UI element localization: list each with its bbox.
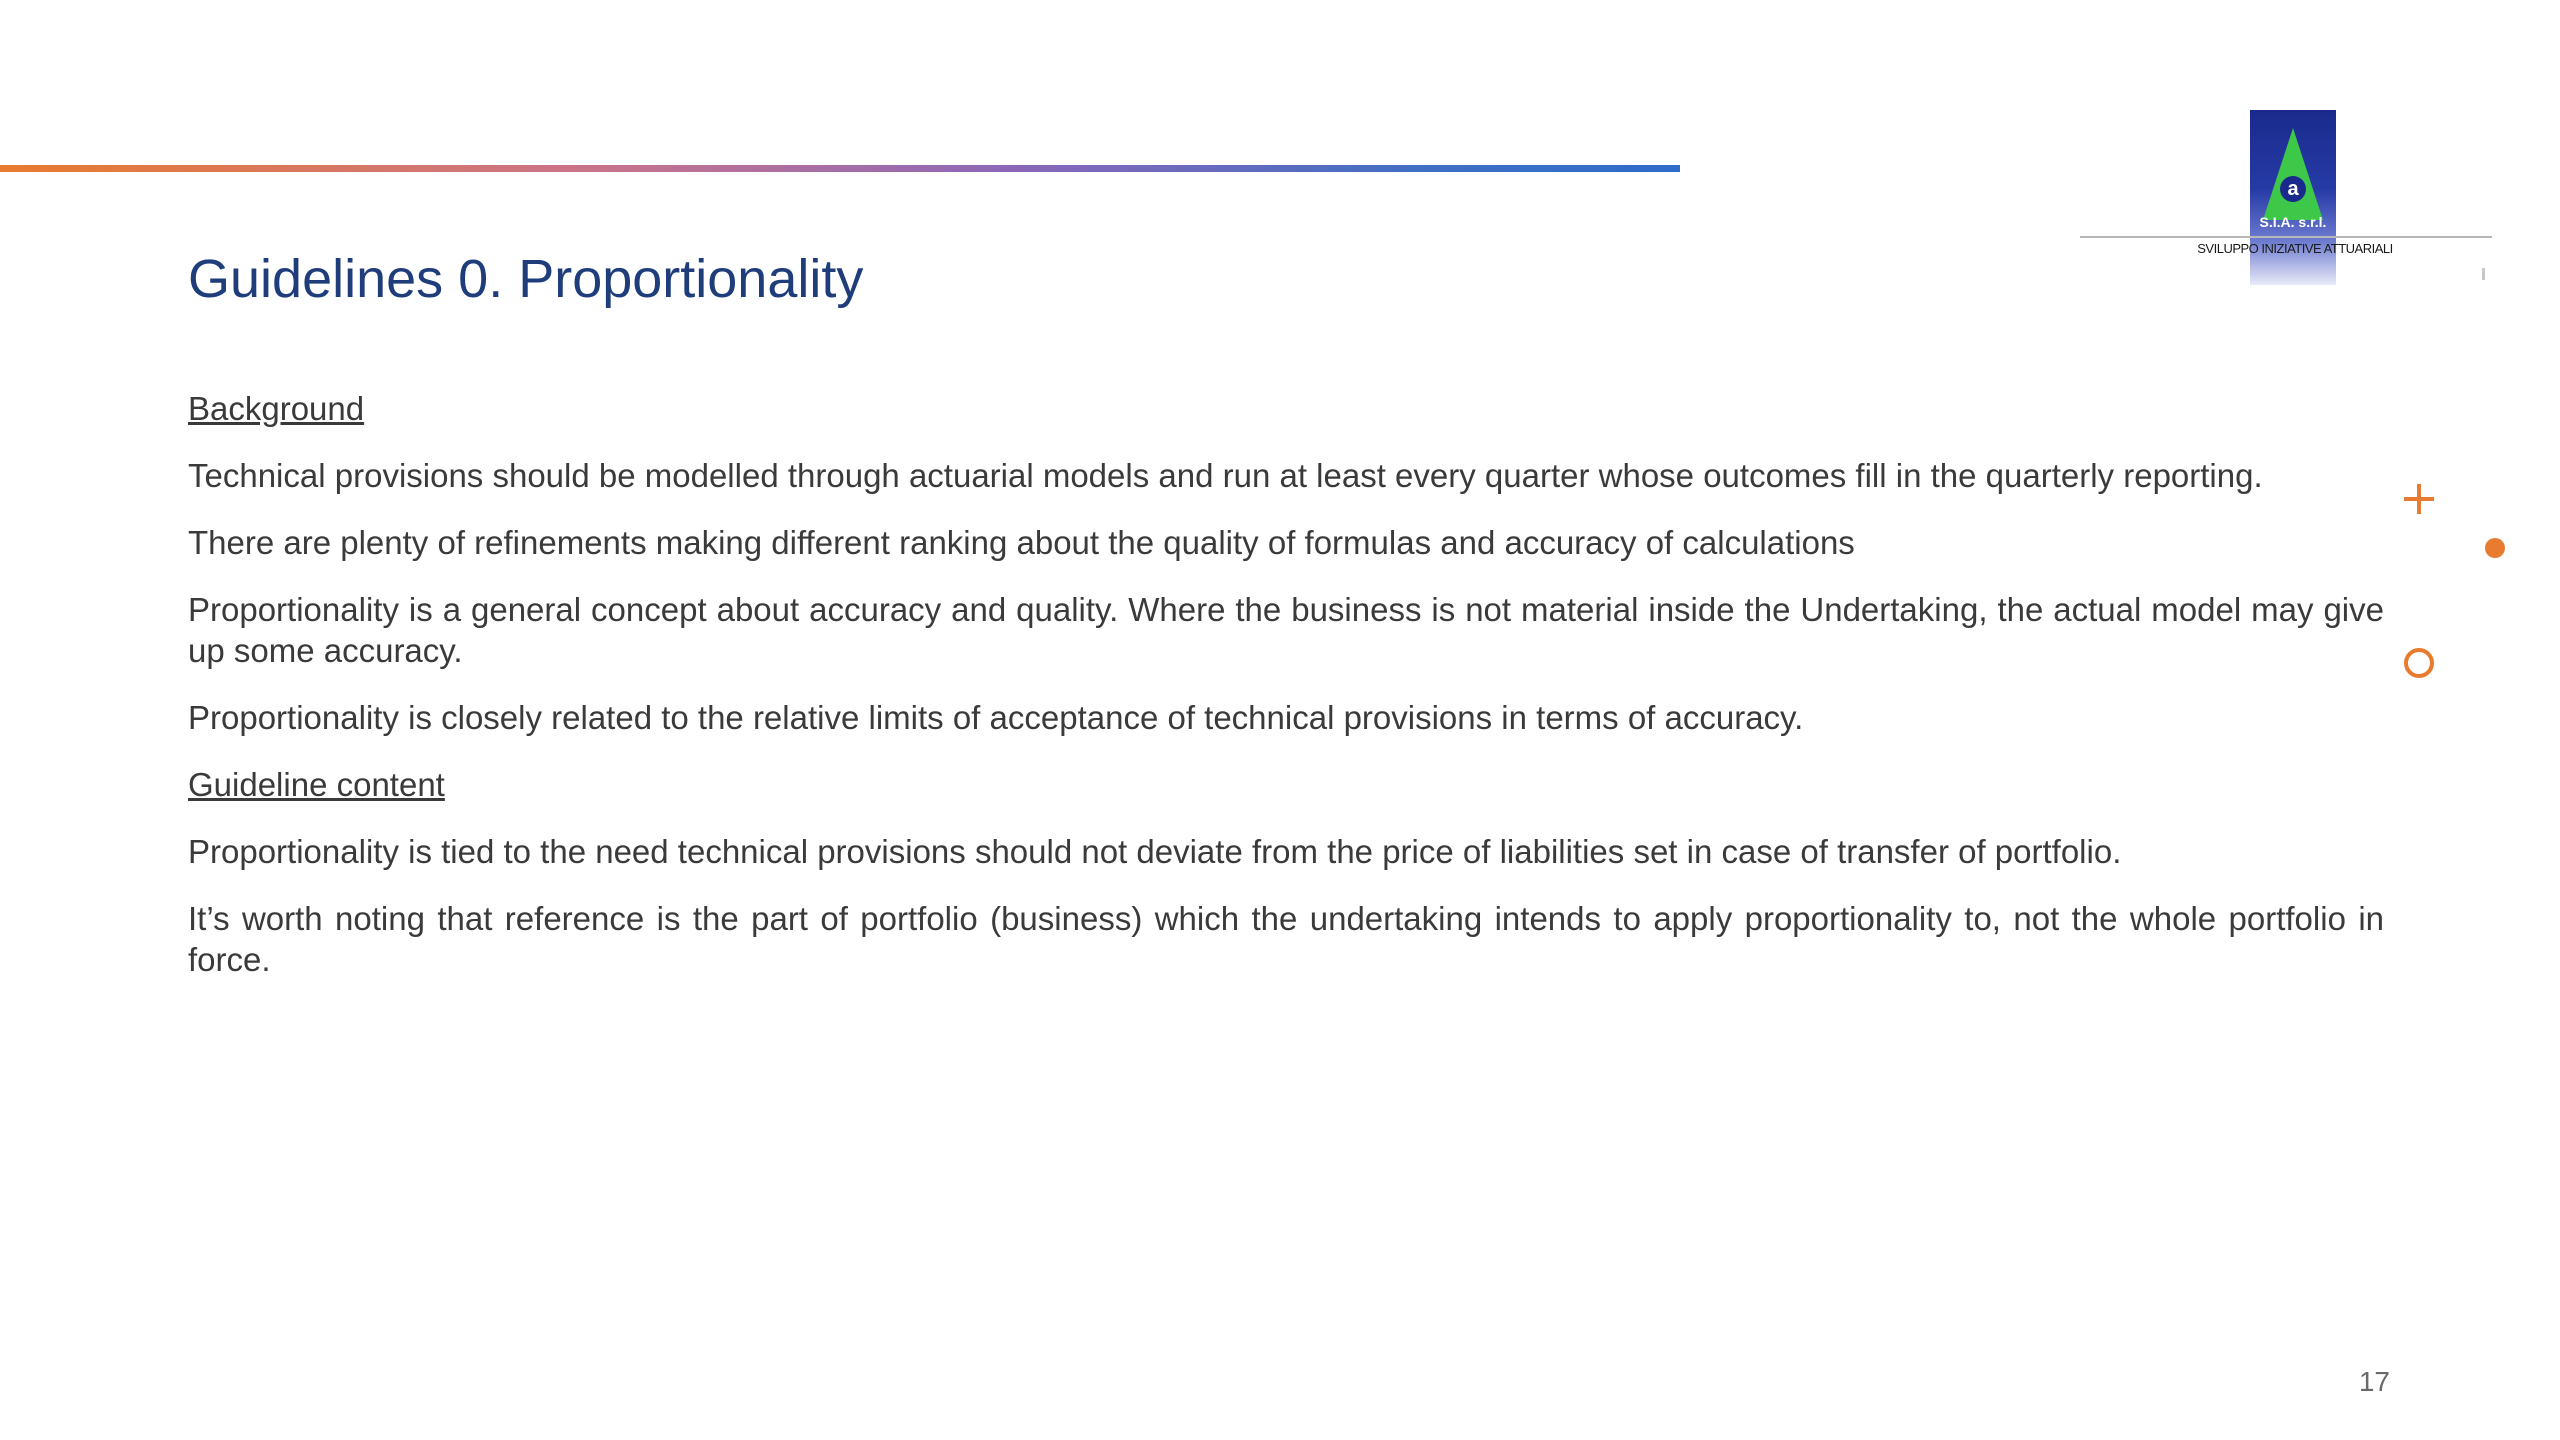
logo-letter-icon: a <box>2280 176 2306 202</box>
paragraph-acceptance-limits: Proportionality is closely related to the relative limits of acceptance of technical provisions in terms of accuracy. <box>188 699 1804 736</box>
logo-mark-text: S.I.A. s.r.l. <box>2259 214 2327 230</box>
paragraph-refinements: There are plenty of refinements making different ranking about the quality of formulas and accuracy of calculations <box>188 524 1855 561</box>
paragraph-proportionality-concept: Proportionality is a general concept about accuracy and quality. Where the business is not material inside the Undertaking, the actual model may give up some accuracy. <box>188 591 2384 669</box>
company-logo <box>2080 110 2500 290</box>
page-number: 17 <box>2358 1366 2390 1397</box>
logo-rule <box>2080 236 2492 238</box>
logo-tick <box>2482 268 2485 280</box>
decorative-plus-icon <box>2404 484 2434 514</box>
paragraph-technical-provisions: Technical provisions should be modelled through actuarial models and run at least every quarter whose outcomes fill in the quarterly reporting. <box>188 457 2263 494</box>
header-accent-line <box>0 165 1680 172</box>
heading-background: Background <box>188 390 365 427</box>
slide-title: Guidelines 0. Proportionality <box>188 249 864 309</box>
decorative-dot-icon <box>2485 538 2505 558</box>
decorative-ring-icon <box>2404 648 2434 678</box>
paragraph-transfer-price: Proportionality is tied to the need technical provisions should not deviate from the price of liabilities set in case of transfer of portfolio. <box>188 833 2122 870</box>
heading-guideline-content: Guideline content <box>188 766 445 803</box>
paragraph-portfolio-reference: It’s worth noting that reference is the part of portfolio (business) which the undertaking intends to apply proportionality to, not the whole portfolio in force. <box>188 900 2384 978</box>
logo-tagline: SVILUPPO INIZIATIVE ATTUARIALI <box>2197 241 2393 256</box>
slide-body <box>188 388 2384 1006</box>
logo-triangle-icon <box>2263 128 2323 220</box>
